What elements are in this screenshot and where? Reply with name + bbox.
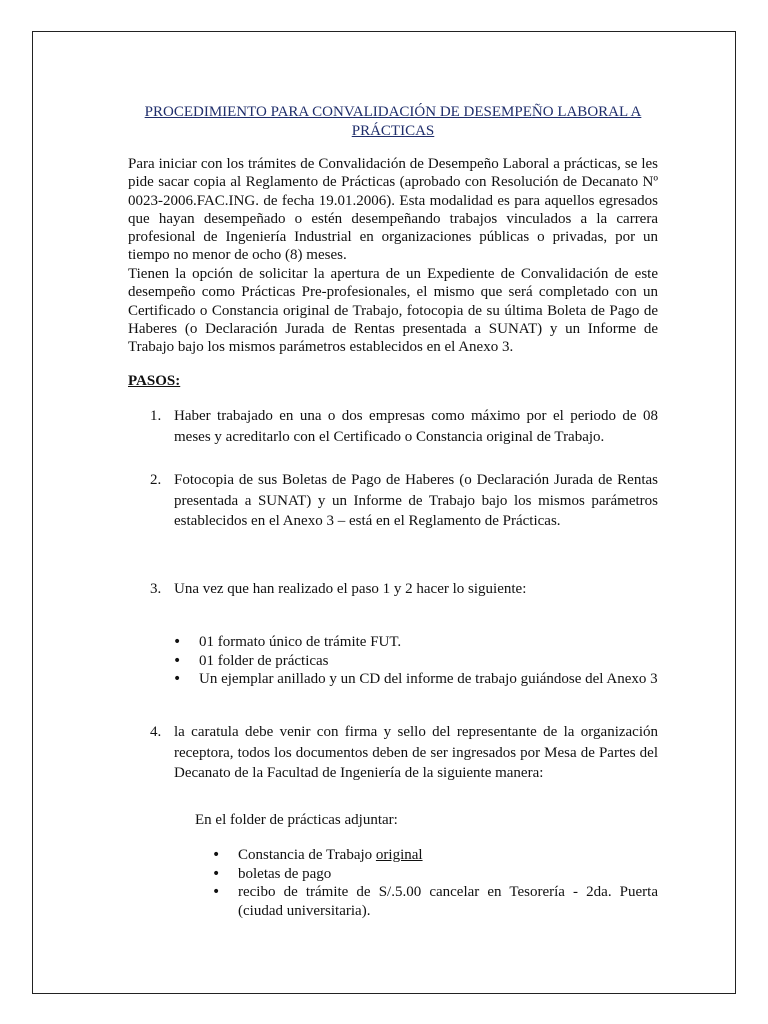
step-4 [150,722,658,784]
step-text: la caratula debe venir con firma y sello del representante de la organización receptora, todos los documentos deben de ser ingresados por Mesa de Partes del Decanato de la Facultad de Ingeniería de la siguiente manera: [174,724,658,781]
folder-intro: En el folder de prácticas adjuntar: [195,812,398,828]
intro-paragraph-1: Para iniciar con los trámites de Convalidación de Desempeño Laboral a prácticas, se les pide sacar copia al Reglamento de Prácticas (aprobado con Resolución de Decanato Nº 0023-2006.FAC.ING. de fecha 19.01.2006). Esta modalidad es para aquellos egresados que hayan desempeñado o estén desempeñando trabajos vinculados a la carrera profesional de Ingeniería Industrial en organizaciones públicas o privadas, por un tiempo no menor de ocho (8) meses. [128,156,658,264]
list-item: • Un ejemplar anillado y un CD del informe de trabajo guiándose del Anexo 3 [173,670,658,689]
step3-list [173,633,658,689]
step-text: Fotocopia de sus Boletas de Pago de Haberes (o Declaración Jurada de Rentas presentada a SUNAT) y un Informe de Trabajo bajo los mismos parámetros establecidos en el Anexo 3 – está en el Reglamento de Prácticas. [174,472,658,529]
list-item [212,846,658,865]
step-2 [150,470,658,532]
list-item: • 01 folder de prácticas [173,652,658,671]
step-number: 4. [150,724,162,740]
document-title [128,103,658,141]
title-line-1: PROCEDIMIENTO PARA CONVALIDACIÓN DE DESEMPEÑO LABORAL A [144,104,642,120]
step-number: 3. [150,581,162,597]
folder-list [212,846,658,920]
step-number: 1. [150,408,162,424]
list-item: • boletas de pago [212,865,658,884]
step-1 [150,406,658,447]
step-text: Una vez que han realizado el paso 1 y 2 hacer lo siguiente: [174,581,527,597]
intro-paragraph-2: Tienen la opción de solicitar la apertura de un Expediente de Convalidación de este desempeño como Prácticas Pre-profesionales, el mismo que será completado con un Certificado o Constancia original de Trabajo, fotocopia de su última Boleta de Pago de Haberes (o Declaración Jurada de Rentas presentada a SUNAT) y un Informe de Trabajo bajo los mismos parámetros establecidos en el Anexo 3. [128,266,658,356]
title-line-2: PRÁCTICAS [351,123,435,139]
step-3 [150,579,658,600]
step-text: Haber trabajado en una o dos empresas como máximo por el periodo de 08 meses y acreditarlo con el Certificado o Constancia original de Trabajo. [174,408,658,445]
pasos-heading: PASOS: [128,373,181,389]
step-number: 2. [150,472,162,488]
underlined-word: original [375,847,423,863]
list-item: • recibo de trámite de S/.5.00 cancelar en Tesorería - 2da. Puerta (ciudad universitaria). [212,883,658,920]
item-text: Constancia de Trabajo [238,847,376,863]
list-item: • 01 formato único de trámite FUT. [173,633,658,652]
